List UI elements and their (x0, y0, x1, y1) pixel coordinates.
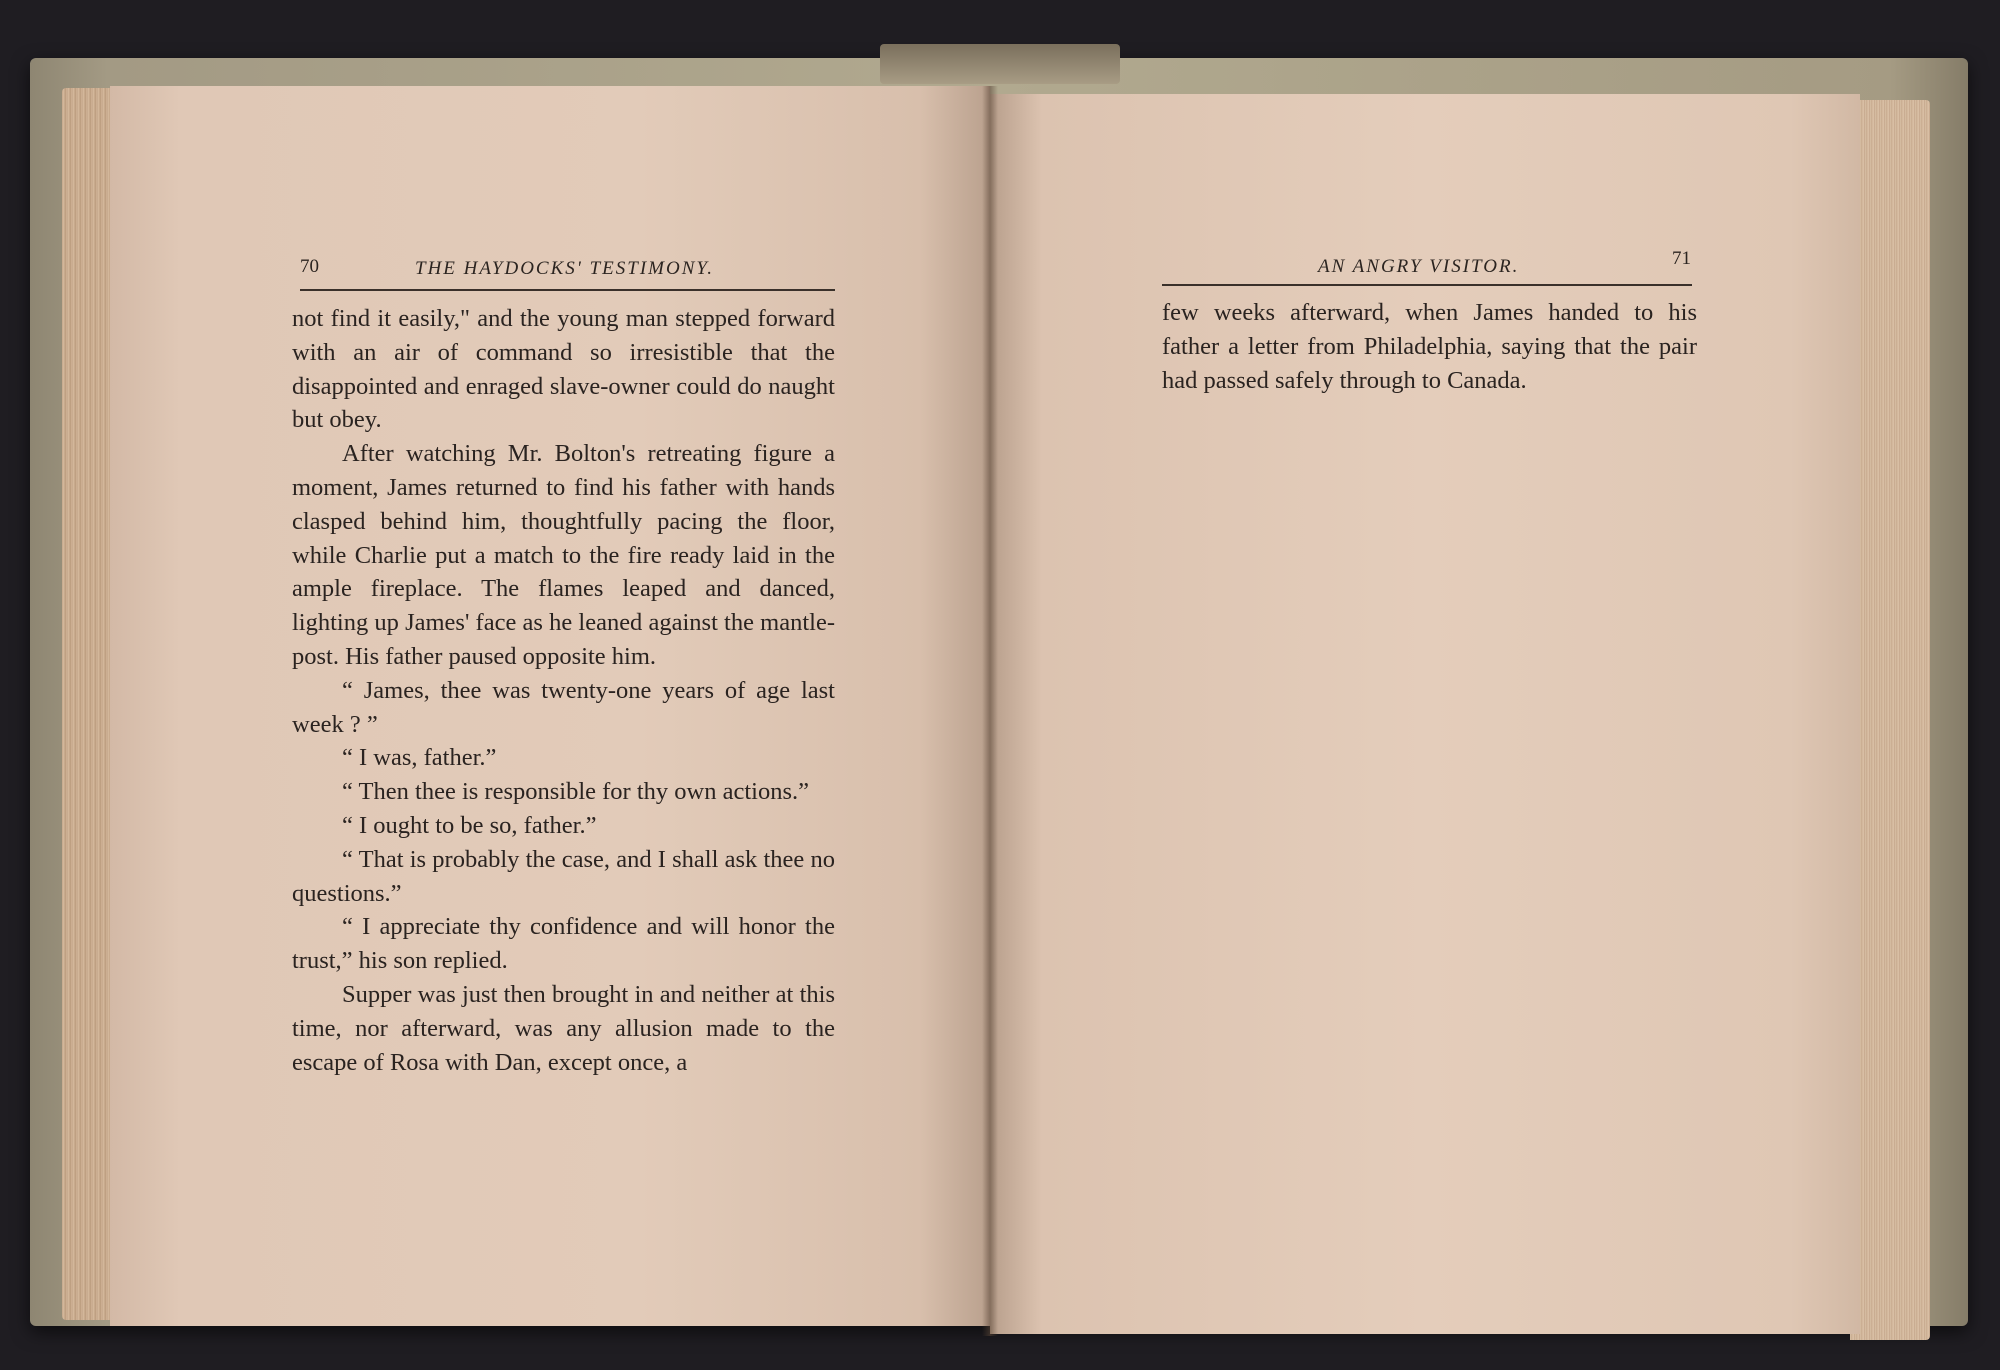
paragraph: Supper was just then brought in and neither at this time, nor afterward, was any allusion made to the escape of Rosa with Dan, except once, a (292, 980, 835, 1076)
paragraph: few weeks afterward, when James handed to his father a letter from Philadelphia, saying that the pair had passed safely through to Canada. (1162, 299, 1697, 394)
left-page-number: 70 (300, 256, 319, 277)
paragraph: not find it easily," and the young man stepped forward with an air of command so irresistible that the disappointed and enraged slave-owner could do naught but obey. (292, 305, 835, 434)
page-edges-right (1850, 100, 1930, 1340)
paragraph: “ James, thee was twenty-one years of age last week ? ” (292, 676, 835, 738)
right-running-head: AN ANGRY VISITOR. (1318, 256, 1520, 277)
book-gutter (982, 86, 998, 1336)
paragraph: “ I appreciate thy confidence and will honor the trust,” his son replied. (292, 913, 835, 975)
left-header-rule (300, 289, 835, 291)
paragraph: “ That is probably the case, and I shall ask thee no questions.” (292, 845, 835, 907)
left-running-head: THE HAYDOCKS' TESTIMONY. (415, 258, 714, 279)
right-header-rule (1162, 284, 1692, 286)
book-spine (880, 44, 1120, 84)
right-page-number: 71 (1672, 248, 1691, 269)
paragraph: “ I ought to be so, father.” (342, 811, 597, 839)
paragraph: “ I was, father.” (342, 744, 497, 772)
right-page-text (1162, 296, 1697, 397)
paragraph: “ Then thee is responsible for thy own actions.” (342, 778, 809, 806)
paragraph: After watching Mr. Bolton's retreating figure a moment, James returned to find his father with hands clasped behind him, thoughtfully pacing the floor, while Charlie put a match to the fire ready laid in the ample fireplace. The flames leaped and danced, lighting up James' face as he leaned against the mantle-post. His father paused opposite him. (292, 440, 835, 670)
left-page-text (292, 302, 835, 1079)
right-page (990, 94, 1860, 1334)
